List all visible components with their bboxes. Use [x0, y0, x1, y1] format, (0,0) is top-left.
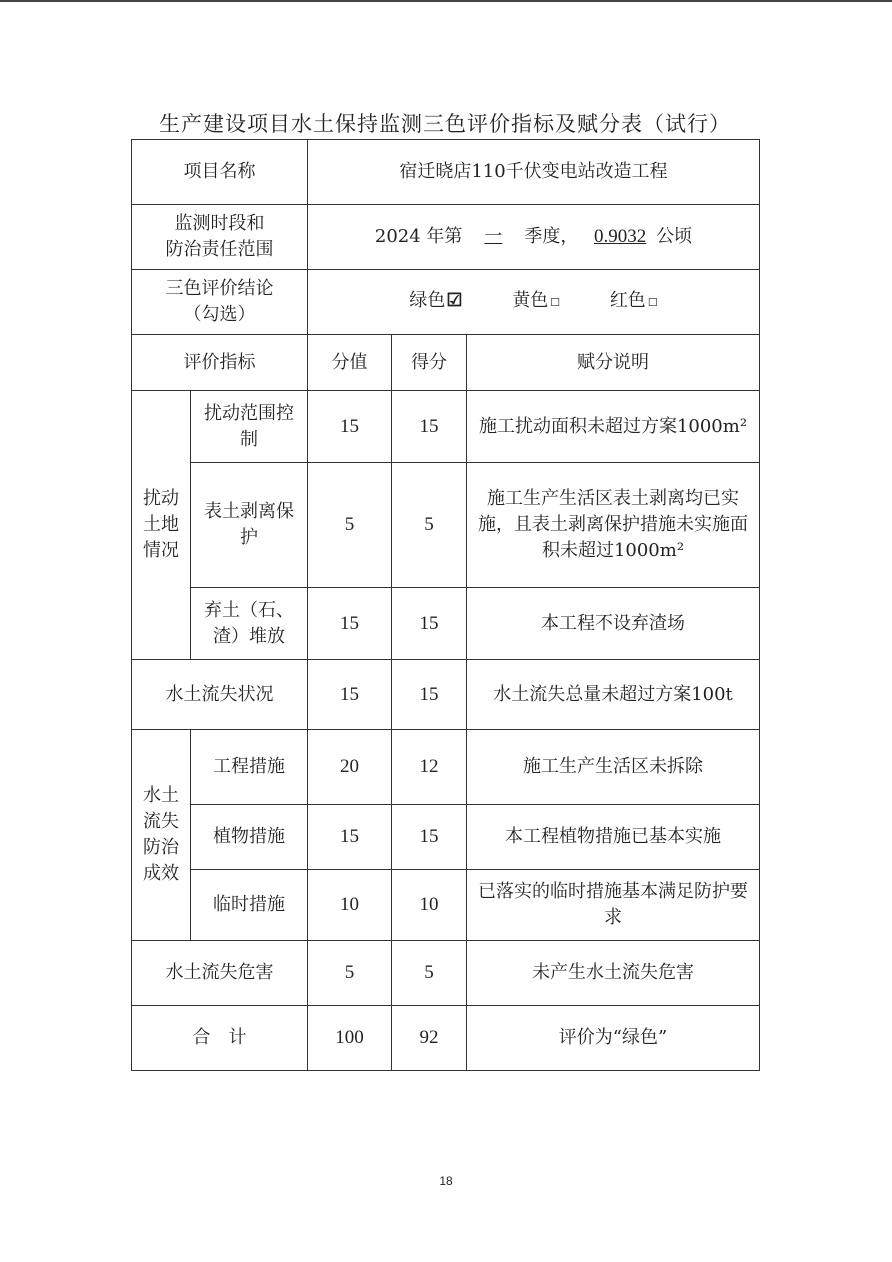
table-row — [132, 463, 760, 588]
header-score: 分值 — [308, 335, 392, 391]
got-value: 15 — [392, 805, 467, 870]
score-value: 5 — [308, 941, 392, 1006]
indicator-name: 水土流失危害 — [132, 941, 308, 1006]
got-value: 12 — [392, 730, 467, 805]
period-unit: 公顷 — [656, 226, 693, 247]
option-yellow-label: 黄色 — [512, 290, 549, 311]
indicator-name: 工程措施 — [191, 730, 308, 805]
monitoring-period-label-line2: 防治责任范围 — [165, 239, 274, 260]
period-area: 0.9032 — [594, 226, 647, 247]
option-green-label: 绿色 — [409, 290, 446, 311]
got-value: 15 — [392, 588, 467, 660]
color-conclusion-label — [132, 270, 308, 335]
page-number: 18 — [439, 1174, 453, 1188]
group-disturbance: 扰动土地情况 — [132, 391, 191, 660]
table-row — [132, 870, 760, 941]
score-note: 未产生水土流失危害 — [467, 941, 760, 1006]
option-red[interactable] — [610, 288, 658, 316]
indicator-name: 表土剥离保护 — [191, 463, 308, 588]
score-value: 15 — [308, 805, 392, 870]
header-indicator: 评价指标 — [132, 335, 308, 391]
color-conclusion-label-line1: 三色评价结论 — [165, 278, 274, 299]
header-note: 赋分说明 — [467, 335, 760, 391]
top-border-line — [0, 0, 892, 2]
monitoring-period-row — [132, 205, 760, 270]
score-note: 水土流失总量未超过方案100t — [467, 660, 760, 730]
indicator-name: 水土流失状况 — [132, 660, 308, 730]
checkbox-icon[interactable]: ☐ — [647, 296, 658, 309]
total-got: 92 — [392, 1006, 467, 1071]
got-value: 15 — [392, 660, 467, 730]
period-quarter: 一 — [484, 226, 503, 247]
score-value: 5 — [308, 463, 392, 588]
got-value: 15 — [392, 391, 467, 463]
table-row — [132, 805, 760, 870]
indicator-name: 植物措施 — [191, 805, 308, 870]
table-header-row — [132, 335, 760, 391]
score-value: 20 — [308, 730, 392, 805]
indicator-name: 扰动范围控制 — [191, 391, 308, 463]
total-label: 合 计 — [132, 1006, 308, 1071]
score-note: 施工扰动面积未超过方案1000m² — [467, 391, 760, 463]
table-row — [132, 941, 760, 1006]
header-got: 得分 — [392, 335, 467, 391]
table-row — [132, 660, 760, 730]
score-note: 本工程不设弃渣场 — [467, 588, 760, 660]
checked-box-icon[interactable]: ☑ — [446, 290, 463, 311]
checkbox-icon[interactable]: ☐ — [550, 296, 561, 309]
period-year: 2024 年第 — [374, 226, 463, 247]
score-note: 本工程植物措施已基本实施 — [467, 805, 760, 870]
table-row — [132, 391, 760, 463]
project-name-label: 项目名称 — [132, 140, 308, 205]
got-value: 5 — [392, 463, 467, 588]
group-prevention: 水土流失防治成效 — [132, 730, 191, 941]
total-row — [132, 1006, 760, 1071]
table-title: 生产建设项目水土保持监测三色评价指标及赋分表（试行） — [159, 112, 731, 136]
indicator-name: 弃土（石、渣）堆放 — [191, 588, 308, 660]
score-value: 15 — [308, 391, 392, 463]
color-conclusion-row — [132, 270, 760, 335]
total-note: 评价为“绿色” — [467, 1006, 760, 1071]
table-row — [132, 588, 760, 660]
project-name-value: 宿迁晓店110千伏变电站改造工程 — [308, 140, 760, 205]
monitoring-period-value — [308, 205, 760, 270]
total-score: 100 — [308, 1006, 392, 1071]
project-name-row — [132, 140, 760, 205]
score-note: 施工生产生活区表土剥离均已实施，且表土剥离保护措施未实施面积未超过1000m² — [467, 463, 760, 588]
score-note: 施工生产生活区未拆除 — [467, 730, 760, 805]
score-value: 15 — [308, 660, 392, 730]
score-note: 已落实的临时措施基本满足防护要求 — [467, 870, 760, 941]
option-red-label: 红色 — [609, 290, 646, 311]
score-value: 15 — [308, 588, 392, 660]
evaluation-table — [131, 139, 760, 1071]
color-conclusion-label-line2: （勾选） — [183, 304, 256, 325]
got-value: 10 — [392, 870, 467, 941]
color-conclusion-options — [308, 270, 760, 335]
monitoring-period-label-line1: 监测时段和 — [174, 213, 265, 234]
option-yellow[interactable] — [512, 288, 560, 316]
monitoring-period-label — [132, 205, 308, 270]
option-green[interactable] — [409, 288, 462, 314]
table-row — [132, 730, 760, 805]
indicator-name: 临时措施 — [191, 870, 308, 941]
period-suffix: 季度， — [524, 226, 579, 247]
score-value: 10 — [308, 870, 392, 941]
got-value: 5 — [392, 941, 467, 1006]
